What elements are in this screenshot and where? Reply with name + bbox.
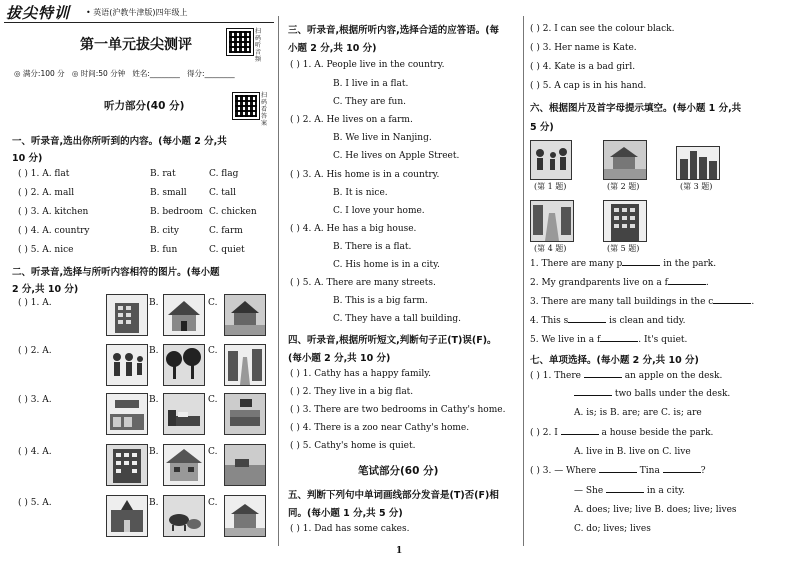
part5-item-4: ( ) 4. Kate is a bad girl.	[530, 62, 636, 72]
brand-logo: 拔尖特训	[6, 4, 71, 22]
part7-q2: ( ) 2. I a house beside the park.	[530, 428, 714, 438]
part1-title-2: 10 分)	[12, 153, 43, 164]
part1-item-4: ( ) 4. A. country B. city C. farm	[18, 226, 243, 236]
flat-picture	[106, 444, 148, 486]
score-field: 得分:________	[187, 69, 235, 78]
part5-item-3: ( ) 3. Her name is Kate.	[530, 43, 637, 53]
page-title: 第一单元拔尖测评	[80, 37, 192, 53]
option-c-label: C.	[208, 346, 218, 356]
part5-title: 五、判断下列句中单词画线部分发音是(T)否(F)相	[288, 490, 499, 501]
part7-title: 七、单项选择。(每小题 2 分,共 10 分)	[530, 355, 699, 366]
part2-row-3-label: ( ) 3. A.	[18, 395, 52, 405]
part3-item-5-c: C. They have a tall building.	[333, 314, 461, 324]
part3-item-3-b: B. It is nice.	[333, 188, 388, 198]
kitchen-picture	[106, 393, 148, 435]
part7-q3: ( ) 3. — Where Tina ?	[530, 466, 706, 476]
picture-caption-5: (第 5 题)	[607, 244, 640, 253]
full-score: ◎ 满分:100 分	[14, 69, 65, 78]
option-b-label: B.	[149, 447, 159, 457]
qr-label: 扫码听音频	[255, 28, 262, 63]
picture-caption-1: (第 1 题)	[534, 182, 567, 191]
part1-title: 一、听录音,选出你所听到的内容。(每小题 2 分,共	[12, 136, 227, 147]
field-picture	[224, 444, 266, 486]
part3-item-5: ( ) 5. A. There are many streets.	[290, 278, 436, 288]
time-limit: ◎ 时间:50 分钟	[71, 69, 126, 78]
option-b-label: B.	[149, 298, 159, 308]
farm-picture	[224, 294, 266, 336]
part3-item-3-c: C. I love your home.	[333, 206, 425, 216]
part6-item-3: 3. There are many tall buildings in the c .	[530, 297, 755, 307]
part5-item-2: ( ) 2. I can see the colour black.	[530, 24, 675, 34]
option-c-label: C.	[208, 395, 218, 405]
part3-item-1: ( ) 1. A. People live in the country.	[290, 60, 445, 70]
part3-item-4: ( ) 4. A. He has a big house.	[290, 224, 417, 234]
part5-title-2: 同。(每小题 1 分,共 5 分)	[288, 508, 403, 519]
writing-title: 笔试部分(60 分)	[358, 465, 439, 477]
part2-title-2: 2 分,共 10 分)	[12, 284, 79, 295]
option-c-label: C.	[208, 298, 218, 308]
small-house-picture	[163, 444, 205, 486]
part3-item-4-b: B. There is a flat.	[333, 242, 412, 252]
part6-title-2: 5 分)	[530, 122, 554, 133]
city-picture	[676, 146, 720, 180]
part7-q3-options-1: A. does; live; live B. does; live; lives	[574, 505, 737, 515]
farmhouse-picture	[224, 495, 266, 537]
part3-item-2-c: C. He lives on Apple Street.	[333, 151, 460, 161]
part4-item-5: ( ) 5. Cathy's home is quiet.	[290, 441, 416, 451]
part4-title: 四、听录音,根据所听短文,判断句子正(T)误(F)。	[288, 335, 497, 346]
qr-code-icon	[226, 28, 254, 56]
part7-q3-line2: — She in a city.	[574, 486, 685, 496]
part2-row-1-label: ( ) 1. A.	[18, 298, 52, 308]
name-field: 姓名:________	[132, 69, 180, 78]
option-c-label: C.	[208, 447, 218, 457]
option-b-label: B.	[149, 395, 159, 405]
part7-q2-options: A. live in B. live on C. live	[574, 447, 691, 457]
page-number: 1	[396, 546, 403, 556]
animals-picture	[163, 495, 205, 537]
trees-picture	[163, 344, 205, 386]
exam-meta	[14, 68, 235, 79]
part7-q1-options: A. is; is B. are; are C. is; are	[574, 408, 702, 418]
part3-item-1-c: C. They are fun.	[333, 97, 406, 107]
part1-item-3: ( ) 3. A. kitchen B. bedroom C. chicken	[18, 207, 257, 217]
part5-item-1: ( ) 1. Dad has some cakes.	[290, 524, 410, 534]
series-label: • 英语(沪教牛津版)四年级上	[86, 8, 188, 17]
part3-item-5-b: B. This is a big farm.	[333, 296, 428, 306]
part6-item-2: 2. My grandparents live on a f .	[530, 278, 709, 288]
header-rule	[4, 22, 274, 23]
part3-item-4-c: C. His home is in a city.	[333, 260, 440, 270]
option-c-label: C.	[208, 498, 218, 508]
people-park-picture	[530, 140, 572, 180]
house-picture	[163, 294, 205, 336]
qr-label: 扫码看答案	[261, 92, 268, 127]
part2-row-2-label: ( ) 2. A.	[18, 346, 52, 356]
part1-item-1: ( ) 1. A. flat B. rat C. flag	[18, 169, 239, 179]
qr-code-icon	[232, 92, 260, 120]
street-picture	[224, 344, 266, 386]
building-picture	[106, 294, 148, 336]
listening-title: 听力部分(40 分)	[104, 100, 185, 112]
part6-title: 六、根据图片及首字母提示填空。(每小题 1 分,共	[530, 103, 742, 114]
part3-item-2-b: B. We live in Nanjing.	[333, 133, 432, 143]
picture-caption-4: (第 4 题)	[534, 244, 567, 253]
part4-item-2: ( ) 2. They live in a big flat.	[290, 387, 414, 397]
part2-row-5-label: ( ) 5. A.	[18, 498, 52, 508]
part3-title: 三、听录音,根据所听内容,选择合适的应答语。(每	[288, 25, 500, 36]
part3-item-1-b: B. I live in a flat.	[333, 79, 409, 89]
flat-building-picture	[603, 200, 647, 242]
picture-caption-2: (第 2 题)	[607, 182, 640, 191]
part6-item-5: 5. We live in a f . It's quiet.	[530, 335, 688, 345]
living-room-picture	[224, 393, 266, 435]
part1-item-2: ( ) 2. A. mall B. small C. tall	[18, 188, 237, 198]
part3-item-3: ( ) 3. A. His home is in a country.	[290, 170, 440, 180]
part4-item-3: ( ) 3. There are two bedrooms in Cathy's home.	[290, 405, 506, 415]
part4-item-4: ( ) 4. There is a zoo near Cathy's home.	[290, 423, 470, 433]
part3-item-2: ( ) 2. A. He lives on a farm.	[290, 115, 413, 125]
column-divider	[523, 16, 524, 546]
part6-item-1: 1. There are many p in the park.	[530, 259, 717, 269]
farm-picture	[603, 140, 647, 180]
part6-item-4: 4. This s is clean and tidy.	[530, 316, 686, 326]
part1-item-5: ( ) 5. A. nice B. fun C. quiet	[18, 245, 245, 255]
part7-q1-line2: two balls under the desk.	[574, 389, 730, 399]
picture-caption-3: (第 3 题)	[680, 182, 713, 191]
part4-title-2: (每小题 2 分,共 10 分)	[288, 353, 391, 364]
part2-row-4-label: ( ) 4. A.	[18, 447, 52, 457]
column-divider	[278, 16, 279, 546]
part5-item-5: ( ) 5. A cap is in his hand.	[530, 81, 647, 91]
part3-title-2: 小题 2 分,共 10 分)	[288, 43, 377, 54]
part7-q3-options-2: C. do; lives; lives	[574, 524, 651, 534]
part2-title: 二、听录音,选择与所听内容相符的图片。(每小题	[12, 267, 220, 278]
bedroom-picture	[163, 393, 205, 435]
option-c-label: B.	[149, 498, 159, 508]
school-picture	[106, 495, 148, 537]
people-picture	[106, 344, 148, 386]
street-picture	[530, 200, 574, 242]
part7-q1: ( ) 1. There an apple on the desk.	[530, 371, 723, 381]
option-b-label: B.	[149, 346, 159, 356]
part4-item-1: ( ) 1. Cathy has a happy family.	[290, 369, 432, 379]
